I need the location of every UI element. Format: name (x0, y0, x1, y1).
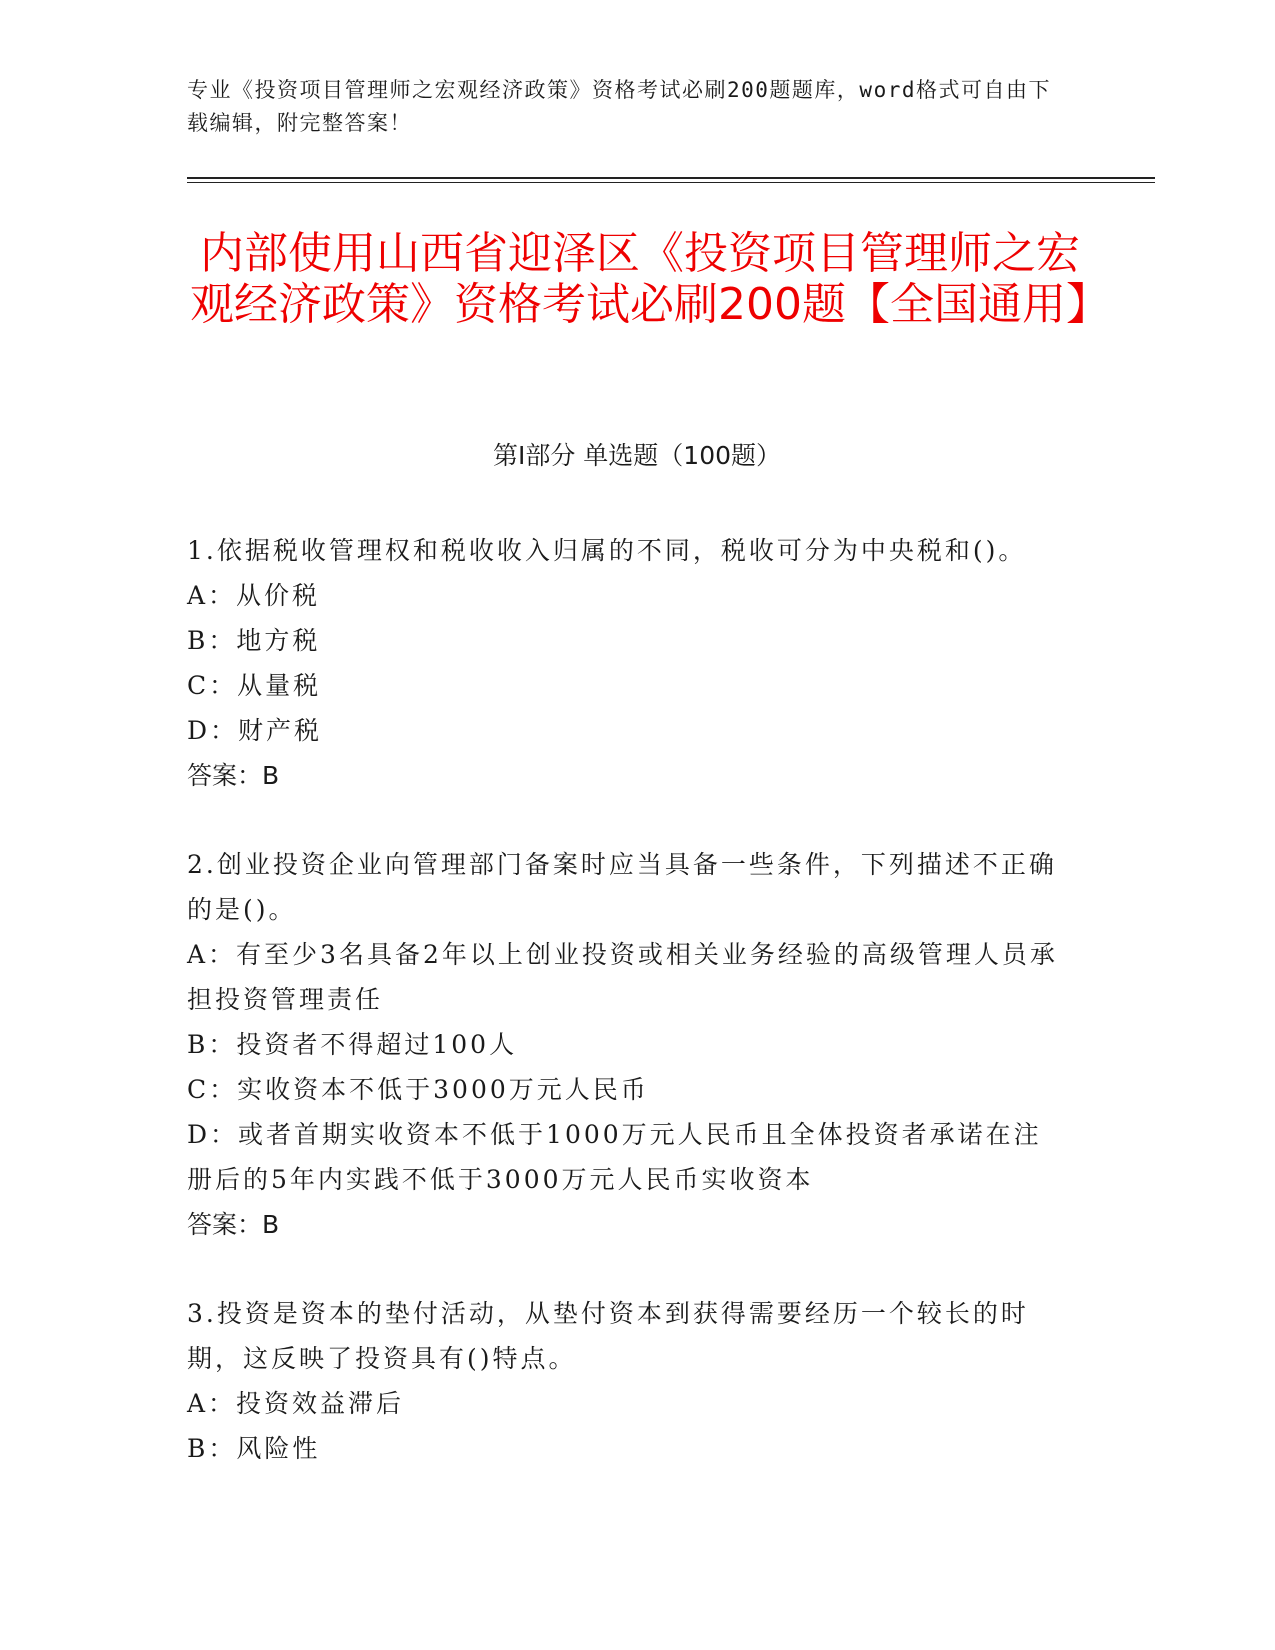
question-1 (187, 528, 1067, 798)
header-divider-thick (187, 177, 1155, 179)
section-title: 第Ⅰ部分 单选题（100题） (492, 441, 782, 470)
document-title: 内部使用山西省迎泽区《投资项目管理师之宏观经济政策》资格考试必刷200题【全国通用】 (190, 228, 1110, 330)
option-c: C：从量税 (187, 671, 322, 700)
question-2 (187, 842, 1067, 1247)
question-stem: 2.创业投资企业向管理部门备案时应当具备一些条件，下列描述不正确的是()。 (187, 850, 1057, 924)
option-d: D：财产税 (187, 716, 323, 745)
option-b: B：风险性 (187, 1434, 321, 1463)
question-stem: 3.投资是资本的垫付活动，从垫付资本到获得需要经历一个较长的时期，这反映了投资具有()特点。 (187, 1299, 1029, 1373)
option-b: B：地方税 (187, 626, 321, 655)
answer: 答案：B (187, 761, 280, 790)
header-divider-thin (187, 182, 1155, 183)
header-note: 专业《投资项目管理师之宏观经济政策》资格考试必刷200题题库，word格式可自由下载编辑，附完整答案！ (187, 78, 1051, 135)
option-c: C：实收资本不低于3000万元人民币 (187, 1075, 649, 1104)
option-b: B：投资者不得超过100人 (187, 1030, 518, 1059)
option-a: A：投资效益滞后 (187, 1389, 405, 1418)
answer: 答案：B (187, 1210, 280, 1239)
option-a: A：有至少3名具备2年以上创业投资或相关业务经验的高级管理人员承担投资管理责任 (187, 940, 1058, 1014)
question-stem: 1.依据税收管理权和税收收入归属的不同，税收可分为中央税和()。 (187, 536, 1027, 565)
question-list (187, 528, 1067, 1515)
option-a: A：从价税 (187, 581, 321, 610)
option-d: D：或者首期实收资本不低于1000万元人民币且全体投资者承诺在注册后的5年内实践不低于3000万元人民币实收资本 (187, 1120, 1042, 1194)
question-3 (187, 1291, 1067, 1471)
